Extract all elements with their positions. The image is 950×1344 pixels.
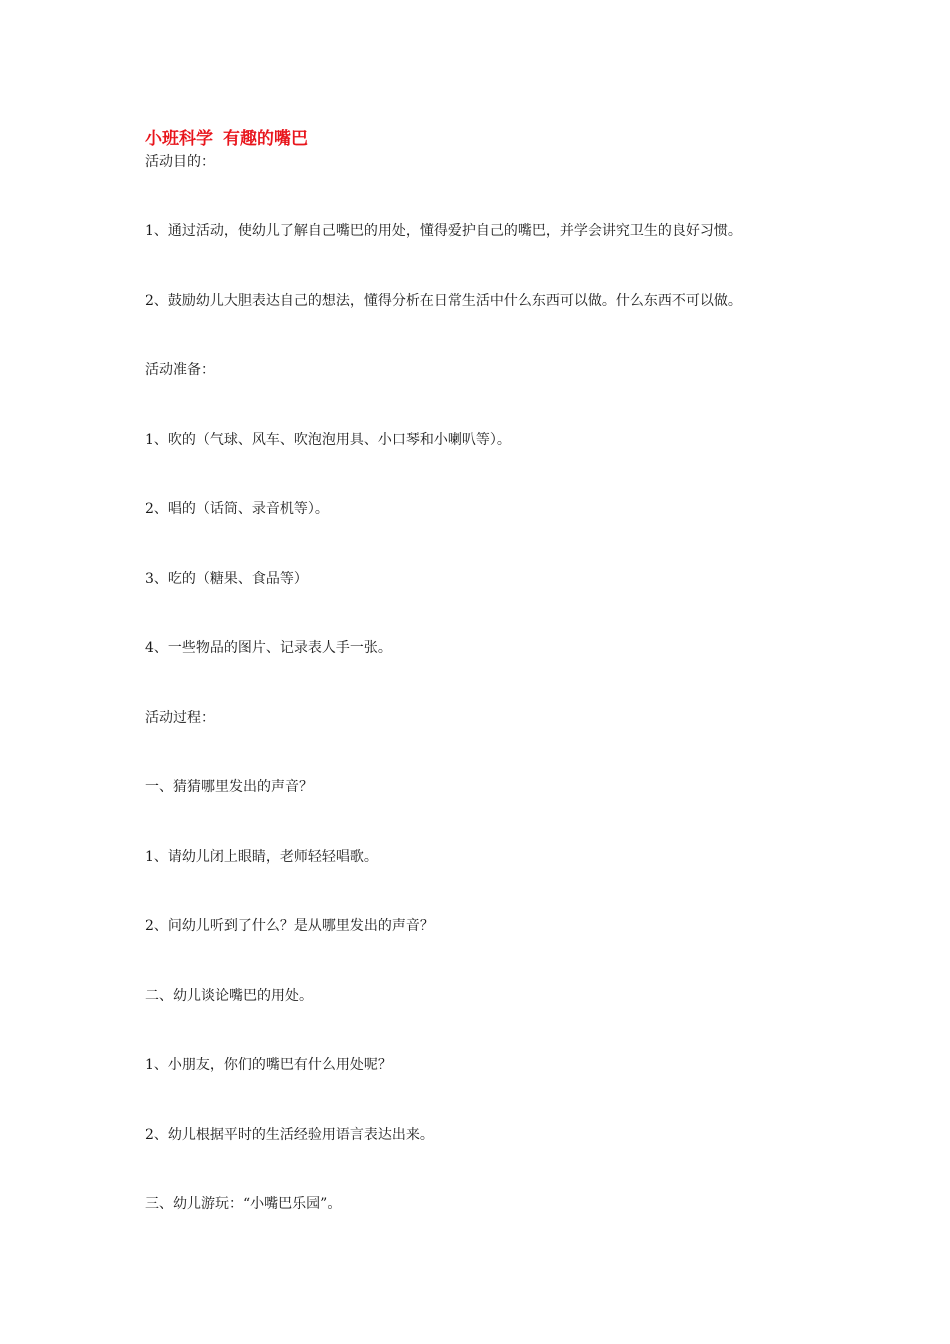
goal-item-1: 1、通过活动，使幼儿了解自己嘴巴的用处，懂得爱护自己的嘴巴，并学会讲究卫生的良好习惯。: [145, 223, 742, 239]
title-subject: 小班科学: [145, 129, 213, 149]
process-step-1: 一、猜猜哪里发出的声音？: [145, 779, 313, 795]
process-step-2-item-1: 1、小朋友，你们的嘴巴有什么用处呢？: [145, 1057, 392, 1073]
goal-item-2: 2、鼓励幼儿大胆表达自己的想法，懂得分析在日常生活中什么东西可以做。什么东西不可以做。: [145, 293, 742, 309]
prep-item-3: 3、吃的（糖果、食品等）: [145, 571, 308, 587]
process-step-2: 二、幼儿谈论嘴巴的用处。: [145, 988, 313, 1004]
section-heading-goals: 活动目的：: [145, 154, 215, 170]
document-title: [145, 124, 308, 149]
title-topic: 有趣的嘴巴: [223, 129, 308, 149]
prep-item-4: 4、一些物品的图片、记录表人手一张。: [145, 640, 392, 656]
process-step-3: 三、幼儿游玩：“小嘴巴乐园”。: [145, 1196, 342, 1212]
process-step-1-item-1: 1、请幼儿闭上眼睛，老师轻轻唱歌。: [145, 849, 378, 865]
section-heading-preparation: 活动准备：: [145, 362, 215, 378]
process-step-1-item-2: 2、问幼儿听到了什么？是从哪里发出的声音？: [145, 918, 434, 934]
section-heading-process: 活动过程：: [145, 710, 215, 726]
process-step-2-item-2: 2、幼儿根据平时的生活经验用语言表达出来。: [145, 1127, 434, 1143]
prep-item-1: 1、吹的（气球、风车、吹泡泡用具、小口琴和小喇叭等）。: [145, 432, 511, 448]
prep-item-2: 2、唱的（话筒、录音机等）。: [145, 501, 329, 517]
